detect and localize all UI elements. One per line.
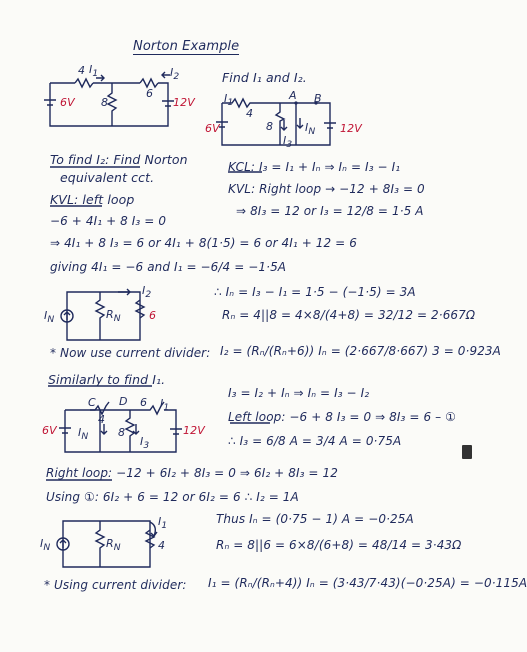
c2-label-i1: $I_1$ bbox=[224, 92, 234, 109]
c4-label-12v: 12V bbox=[183, 424, 205, 437]
c4-label-i3: $I_3$ bbox=[140, 435, 150, 452]
scan-edge-mark bbox=[462, 445, 472, 459]
eq-left-line-1: −6 + 4I₁ + 8 I₃ = 0 bbox=[50, 214, 167, 228]
c2-label-6v: 6V bbox=[205, 122, 220, 135]
c5-label-i1: $I_1$ bbox=[158, 515, 168, 532]
using1-line: Using ①: 6I₂ + 6 = 12 or 6I₂ = 6 ∴ I₂ = 1A bbox=[46, 490, 299, 504]
kvl-right-line-1: KVL: Right loop → −12 + 8I₃ = 0 bbox=[228, 182, 425, 196]
c1-label-r8: 8 bbox=[101, 96, 109, 109]
page-title: Norton Example bbox=[133, 39, 240, 54]
c2-arrow-in bbox=[297, 118, 303, 128]
c1-resistor-6 bbox=[140, 79, 158, 87]
c5-arrow-i1 bbox=[150, 522, 157, 536]
c2-label-r8: 8 bbox=[266, 120, 274, 133]
eq-left-line-2: ⇒ 4I₁ + 8 I₃ = 6 or 4I₁ + 8(1·5) = 6 or 4I₁ + 12 = 6 bbox=[50, 236, 357, 250]
c1-resistor-4 bbox=[75, 79, 93, 87]
to-find-line-2: equivalent cct. bbox=[60, 170, 155, 185]
c1-label-r4: 4 bbox=[78, 64, 86, 77]
c4-label-i1: $I_1$ bbox=[160, 397, 170, 414]
thus-line: Thus Iₙ = (0·75 − 1) A = −0·25A bbox=[216, 512, 414, 526]
c5-source-arrow bbox=[60, 540, 66, 548]
c5-label-rn: $R_N$ bbox=[106, 537, 121, 554]
c3-label-rn: $R_N$ bbox=[106, 308, 121, 325]
rn-calc-line: Rₙ = 4||8 = 4×8/(4+8) = 32/12 = 2·667Ω bbox=[222, 308, 476, 322]
c3-source-arrow bbox=[64, 312, 70, 320]
c2-arrow-i3 bbox=[281, 120, 287, 130]
c3-label-in: $I_N$ bbox=[44, 309, 55, 326]
find-line: Find I₁ and I₂. bbox=[222, 70, 307, 85]
c1-arrow-i2 bbox=[162, 72, 170, 78]
c4-label-r6: 6 bbox=[140, 396, 148, 409]
c4-label-6v: 6V bbox=[42, 424, 57, 437]
rn2-line: Rₙ = 8||6 = 6×8/(6+8) = 48/14 = 3·43Ω bbox=[216, 538, 462, 552]
right-loop-line: Right loop: −12 + 6I₂ + 8I₃ = 0 ⇒ 6I₂ + 8I₃ = 12 bbox=[46, 466, 338, 480]
kvl-right-line-2: ⇒ 8I₃ = 12 or I₃ = 12/8 = 1·5 A bbox=[236, 204, 424, 218]
c1-label-r6: 6 bbox=[146, 87, 154, 100]
c2-label-i3: $I_3$ bbox=[283, 134, 293, 151]
cd2-eq: I₁ = (Rₙ/(Rₙ+4)) Iₙ = (3·43/7·43)(−0·25A) = −0·115A bbox=[208, 576, 527, 590]
cd2-label: * Using current divider: bbox=[44, 578, 187, 592]
c1-label-6v: 6V bbox=[60, 96, 75, 109]
c1-label-i1: $I_1$ bbox=[89, 63, 99, 80]
i3-eq-line: I₃ = I₂ + Iₙ ⇒ Iₙ = I₃ − I₂ bbox=[228, 386, 370, 400]
c2-label-in: $I_N$ bbox=[305, 121, 316, 138]
c4-label-d: D bbox=[119, 395, 128, 408]
c4-wire bbox=[65, 402, 164, 414]
c1-resistor-8 bbox=[108, 83, 116, 126]
kcl-line: KCL: I₃ = I₁ + Iₙ ⇒ Iₙ = I₃ − I₁ bbox=[228, 160, 401, 174]
c2-label-r4: 4 bbox=[246, 107, 254, 120]
c5-resistor-rn bbox=[96, 521, 104, 567]
c3-label-i2: $I_2$ bbox=[142, 284, 152, 301]
circuit-3 bbox=[61, 289, 144, 340]
to-find-line-1: To find I₂: Find Norton bbox=[50, 152, 188, 167]
c3-label-r6: 6 bbox=[149, 309, 157, 322]
in-calc-line: ∴ Iₙ = I₃ − I₁ = 1·5 − (−1·5) = 3A bbox=[214, 285, 416, 299]
left-loop-line: Left loop: −6 + 8 I₃ = 0 ⇒ 8I₃ = 6 – ① bbox=[228, 410, 456, 424]
c5-label-r4: 4 bbox=[158, 539, 166, 552]
cd1-eq: I₂ = (Rₙ/(Rₙ+6)) Iₙ = (2·667/8·667) 3 = 0·923A bbox=[220, 344, 501, 358]
c3-resistor-rn bbox=[96, 292, 104, 340]
i3-val-line: ∴ I₃ = 6/8 A = 3/4 A = 0·75A bbox=[228, 434, 402, 448]
c4-label-c: C bbox=[88, 396, 96, 409]
eq-left-line-3: giving 4I₁ = −6 and I₁ = −6/4 = −1·5A bbox=[50, 260, 287, 274]
c4-label-in: $I_N$ bbox=[78, 426, 89, 443]
similarly-line: Similarly to find I₁. bbox=[48, 372, 166, 387]
circuit-2 bbox=[216, 99, 336, 145]
cd1-label: * Now use current divider: bbox=[50, 346, 211, 360]
c1-label-i2: $I_2$ bbox=[170, 66, 180, 83]
c4-resistor-8 bbox=[126, 410, 134, 452]
c2-label-12v: 12V bbox=[340, 122, 362, 135]
c2-label-a: A bbox=[289, 89, 297, 102]
c1-label-12v: 12V bbox=[173, 96, 195, 109]
c3-arrow-i2 bbox=[118, 289, 130, 295]
c5-label-in: $I_N$ bbox=[40, 537, 51, 554]
c4-label-r8: 8 bbox=[118, 426, 126, 439]
kvl-left-line: KVL: left loop bbox=[50, 192, 135, 207]
c4-label-r4: 4 bbox=[98, 413, 106, 426]
c2-label-b: B bbox=[314, 92, 322, 105]
